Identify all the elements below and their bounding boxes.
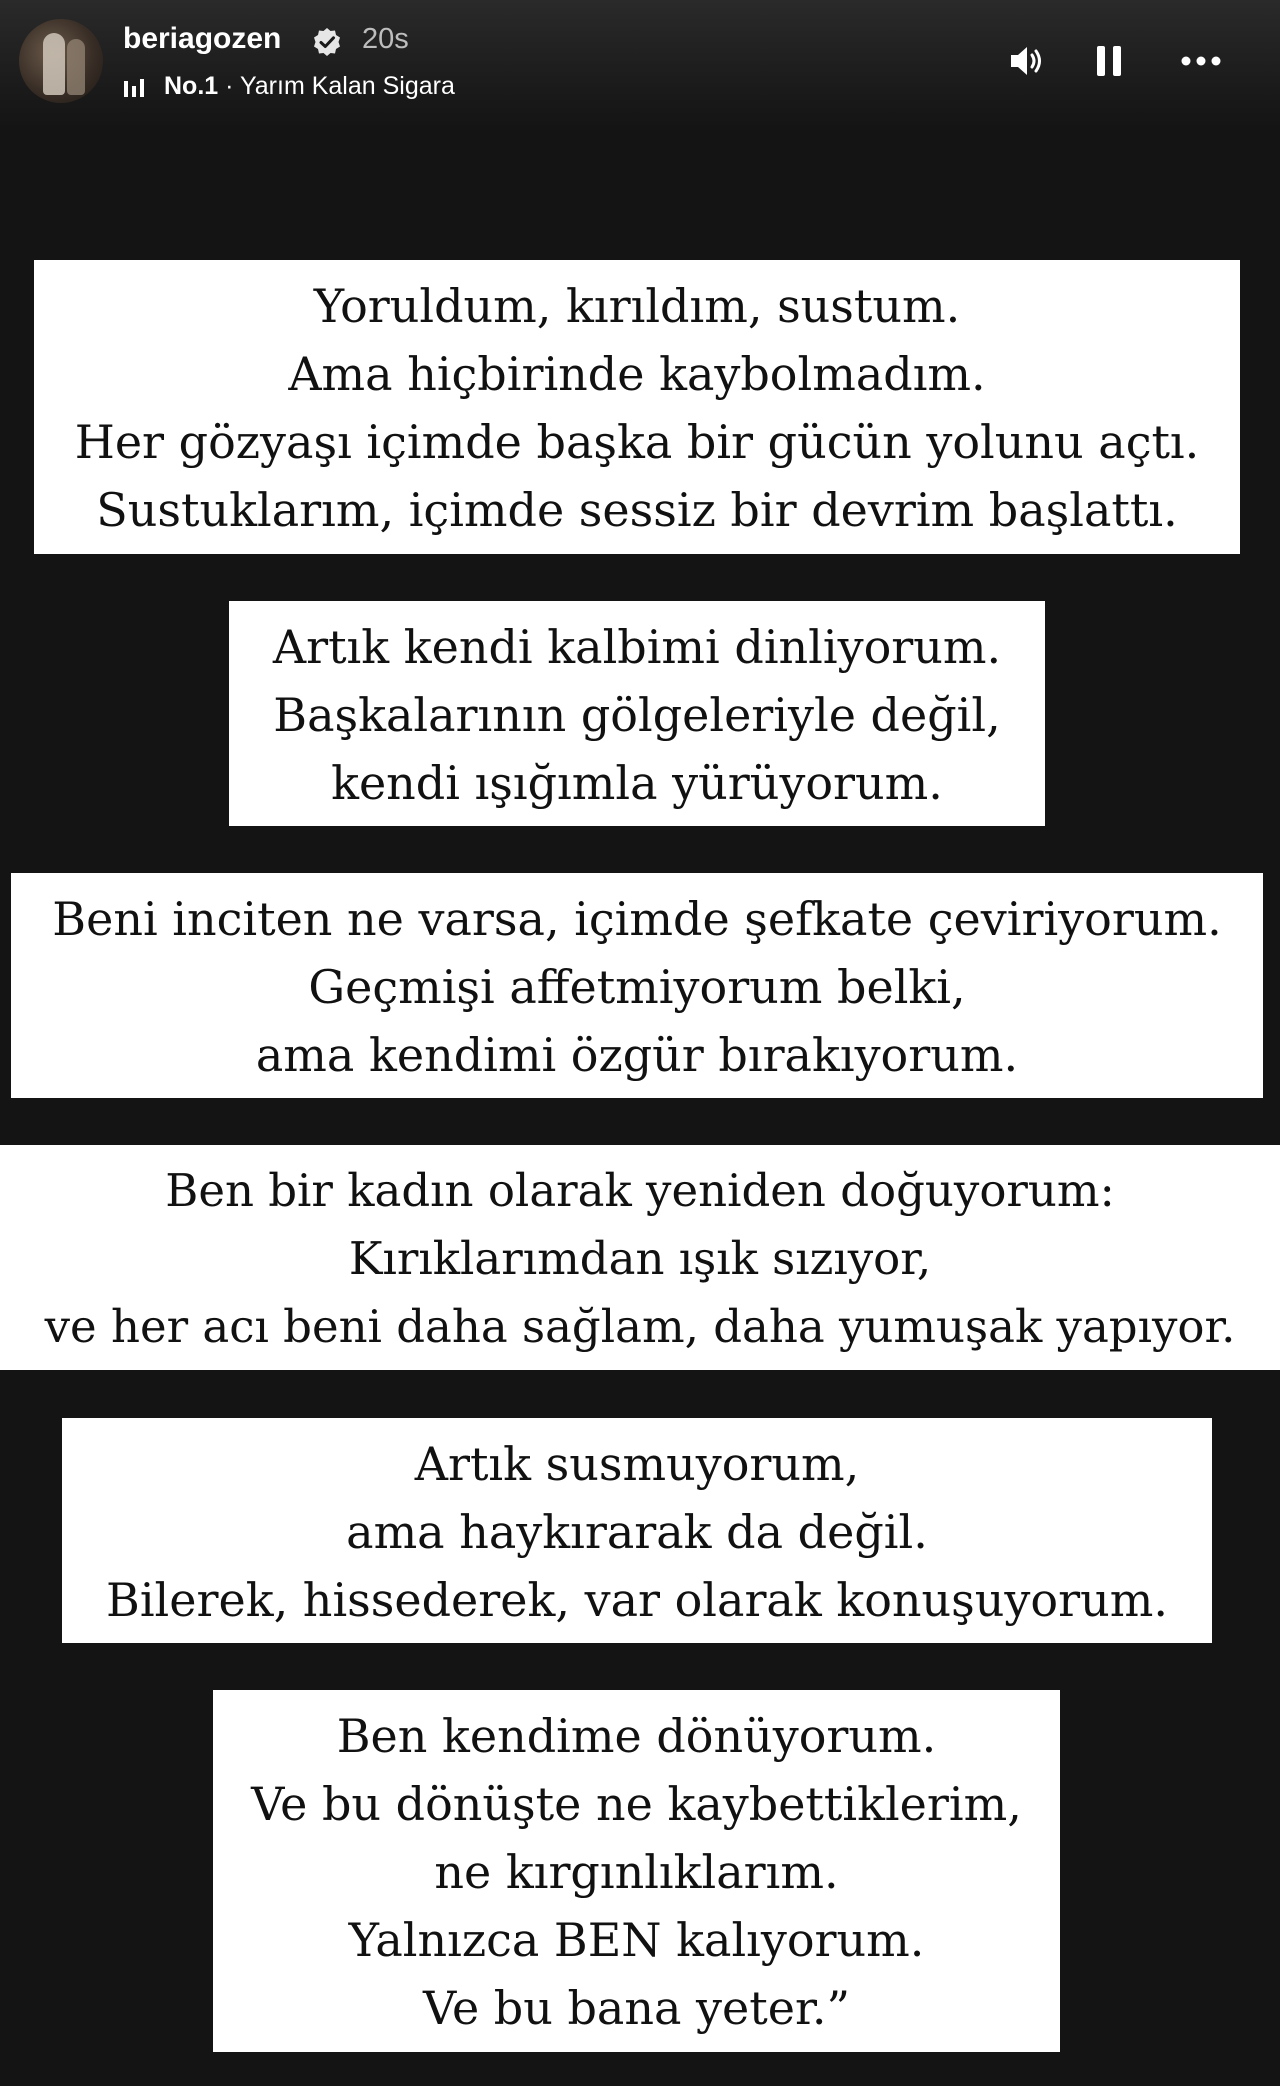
card-line: Ben bir kadın olarak yeniden doğuyorum: — [165, 1164, 1115, 1217]
card-line: Sustuklarım, içimde sessiz bir devrim başlattı. — [96, 483, 1178, 537]
card-line: Artık kendi kalbimi dinliyorum. — [272, 620, 1002, 674]
avatar-figure-secondary — [67, 39, 85, 95]
music-song-title: Yarım Kalan Sigara — [239, 72, 455, 100]
card-line: ne kırgınlıklarım. — [434, 1845, 839, 1899]
story-header — [0, 0, 1280, 130]
card-line: Yalnızca BEN kalıyorum. — [348, 1913, 925, 1967]
card-line: ama kendimi özgür bırakıyorum. — [255, 1028, 1019, 1082]
text-card-4 — [0, 1145, 1280, 1370]
card-line: Başkalarının gölgeleriyle değil, — [273, 688, 1001, 742]
more-options-icon — [1178, 38, 1224, 84]
music-bars-icon — [123, 77, 145, 99]
text-card-6 — [213, 1690, 1060, 2052]
card-line: Ben kendime dönüyorum. — [336, 1709, 937, 1763]
more-options-button[interactable] — [1178, 38, 1224, 84]
card-line: Her gözyaşı içimde başka bir gücün yolunu açtı. — [74, 415, 1200, 469]
card-line: ama haykırarak da değil. — [346, 1505, 928, 1559]
music-separator: · — [218, 72, 240, 100]
text-card-5 — [62, 1418, 1212, 1643]
story-timestamp: 20s — [362, 23, 409, 55]
music-label — [164, 72, 455, 101]
card-line: Ve bu bana yeter.” — [422, 1981, 851, 2035]
card-line: Yoruldum, kırıldım, sustum. — [313, 279, 961, 333]
volume-icon — [1005, 38, 1051, 84]
pause-icon — [1086, 38, 1132, 84]
volume-button[interactable] — [1005, 38, 1051, 84]
card-line: Bilerek, hissederek, var olarak konuşuyorum. — [106, 1573, 1168, 1627]
card-line: Ve bu dönüşte ne kaybettiklerim, — [251, 1777, 1022, 1831]
text-card-3 — [11, 873, 1263, 1098]
card-line: kendi ışığımla yürüyorum. — [331, 756, 943, 810]
card-line: Artık susmuyorum, — [414, 1437, 860, 1491]
music-rank: No.1 — [164, 72, 219, 100]
pause-button[interactable] — [1086, 38, 1132, 84]
verified-badge-icon — [311, 26, 343, 58]
text-card-2 — [229, 601, 1045, 826]
avatar-figure — [43, 33, 65, 95]
card-line: Geçmişi affetmiyorum belki, — [308, 960, 966, 1014]
text-card-1 — [34, 260, 1240, 554]
card-line: Beni inciten ne varsa, içimde şefkate çeviriyorum. — [52, 892, 1222, 946]
card-line: Ama hiçbirinde kaybolmadım. — [288, 347, 986, 401]
card-line: Kırıklarımdan ışık sızıyor, — [348, 1232, 932, 1285]
avatar[interactable] — [19, 19, 103, 103]
card-line: ve her acı beni daha sağlam, daha yumuşak yapıyor. — [44, 1300, 1236, 1353]
username[interactable]: beriagozen — [123, 22, 282, 55]
